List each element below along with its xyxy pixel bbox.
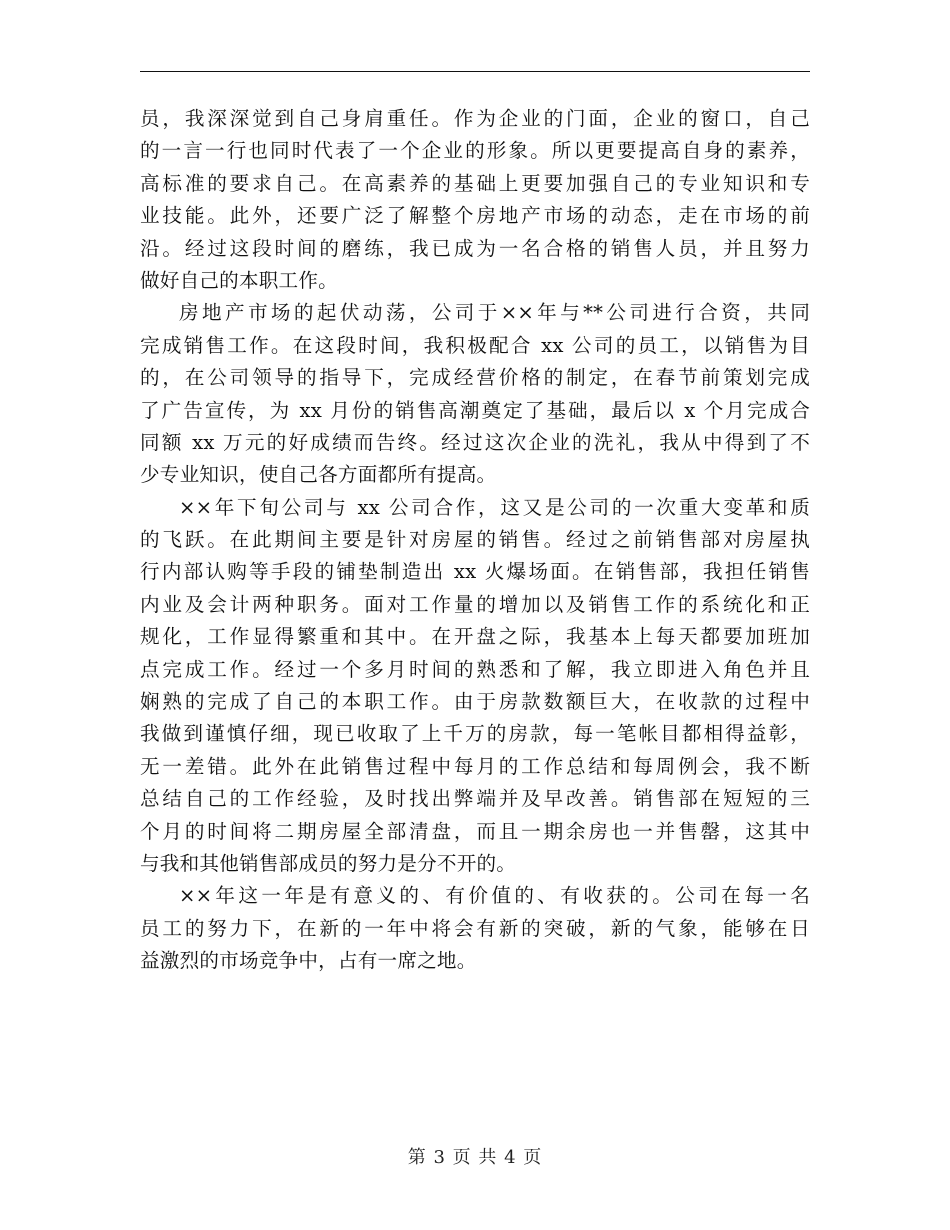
- text-line: 的飞跃。在此期间主要是针对房屋的销售。经过之前销售部对房屋执: [140, 528, 810, 552]
- text-line: 娴熟的完成了自己的本职工作。由于房款数额巨大，在收款的过程中: [140, 690, 810, 714]
- text-line: 完成销售工作。在这段时间，我积极配合 xx 公司的员工，以销售为目: [140, 333, 810, 357]
- text-line: 内业及会计两种职务。面对工作量的增加以及销售工作的系统化和正: [140, 592, 810, 616]
- text-line: 少专业知识，使自己各方面都所有提高。: [140, 463, 497, 487]
- text-line: 员，我深深觉到自己身肩重任。作为企业的门面，企业的窗口，自己: [140, 107, 810, 130]
- text-line: 我做到谨慎仔细，现已收取了上千万的房款，每一笔帐目都相得益彰，: [140, 722, 810, 746]
- header-rule: [140, 71, 810, 72]
- text-line: 的，在公司领导的指导下，完成经营价格的制定，在春节前策划完成: [140, 366, 810, 390]
- text-line: 业技能。此外，还要广泛了解整个房地产市场的动态，走在市场的前: [140, 204, 810, 228]
- text-line: 总结自己的工作经验，及时找出弊端并及早改善。销售部在短短的三: [140, 787, 810, 811]
- text-line: 无一差错。此外在此销售过程中每月的工作总结和每周例会，我不断: [140, 754, 810, 778]
- text-line: 房地产市场的起伏动荡，公司于××年与**公司进行合资，共同: [179, 301, 810, 325]
- text-line: 与我和其他销售部成员的努力是分不开的。: [140, 851, 517, 875]
- document-body: [140, 103, 810, 978]
- text-line: 同额 xx 万元的好成绩而告终。经过这次企业的洗礼，我从中得到了不: [140, 430, 810, 454]
- page-number-footer: 第 3 页 共 4 页: [407, 1147, 543, 1168]
- text-line: 行内部认购等手段的铺垫制造出 xx 火爆场面。在销售部，我担任销售: [140, 560, 810, 584]
- text-line: 高标准的要求自己。在高素养的基础上更要加强自己的专业知识和专: [140, 171, 810, 195]
- text-line: 个月的时间将二期房屋全部清盘，而且一期余房也一并售罄，这其中: [140, 819, 810, 843]
- text-line: ××年这一年是有意义的、有价值的、有收获的。公司在每一名: [179, 884, 810, 908]
- text-line: 做好自己的本职工作。: [140, 268, 338, 292]
- text-line: 点完成工作。经过一个多月时间的熟悉和了解，我立即进入角色并且: [140, 657, 810, 681]
- text-line: 员工的努力下，在新的一年中将会有新的突破，新的气象，能够在日: [140, 916, 810, 940]
- text-line: 益激烈的市场竞争中，占有一席之地。: [140, 949, 477, 973]
- text-line: 沿。经过这段时间的磨练，我已成为一名合格的销售人员，并且努力: [140, 236, 810, 260]
- text-line: ××年下旬公司与 xx 公司合作，这又是公司的一次重大变革和质: [179, 495, 810, 519]
- text-line: 了广告宣传，为 xx 月份的销售高潮奠定了基础，最后以 x 个月完成合: [140, 398, 810, 422]
- text-line: 的一言一行也同时代表了一个企业的形象。所以更要提高自身的素养，: [140, 139, 810, 163]
- text-line: 规化，工作显得繁重和其中。在开盘之际，我基本上每天都要加班加: [140, 625, 810, 649]
